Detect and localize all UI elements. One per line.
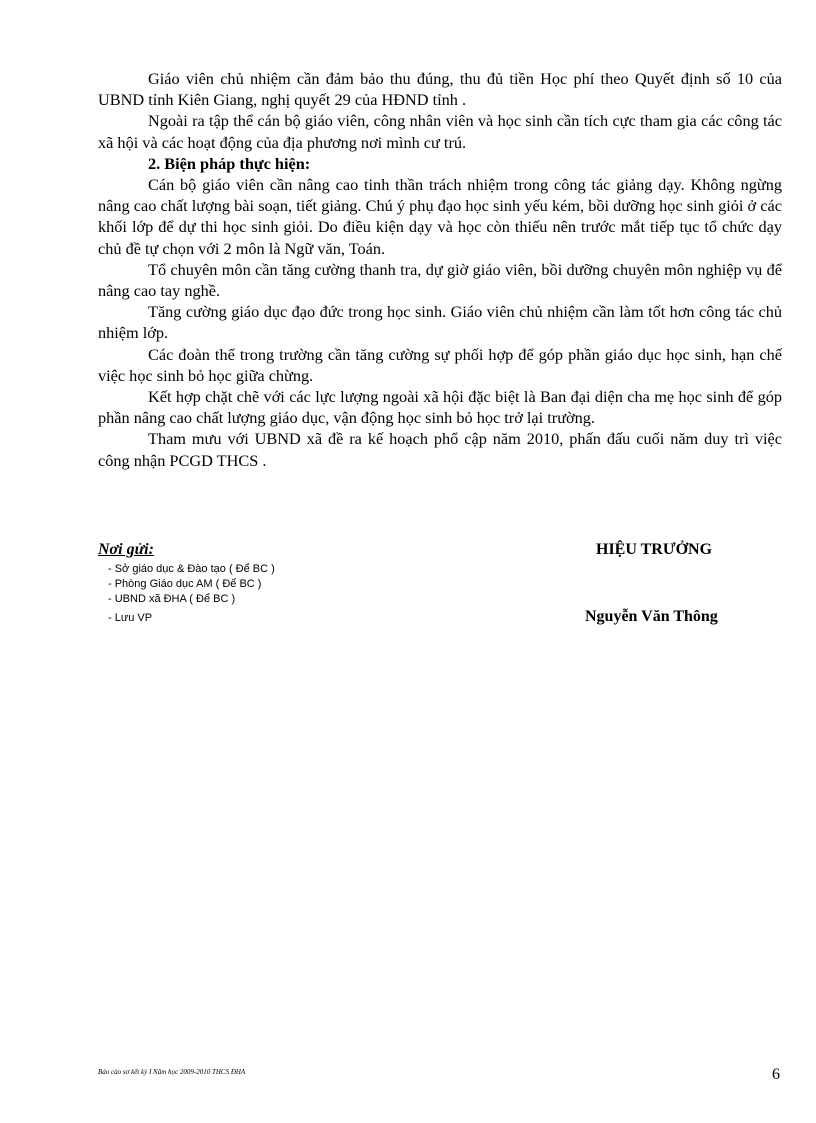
recipient-item: - Sở giáo dục & Đào tạo ( Để BC ) <box>108 563 275 575</box>
paragraph-teaching-quality: Cán bộ giáo viên cần nâng cao tinh thần trách nhiệm trong công tác giảng dạy. Không ngừng nâng cao chất lượng bài soạn, tiết giảng. Chú ý phụ đạo học sinh yếu kém, bồi dưỡng học sinh giỏi ở các khối lớp để dự thi học sinh giỏi. Do điều kiện dạy và học còn thiếu nên trước mắt tiếp tục tổ chức dạy chủ đề tự chọn với 2 môn là Ngữ văn, Toán. <box>98 175 782 258</box>
recipients-list <box>108 562 275 626</box>
report-body <box>98 68 782 471</box>
page-number: 6 <box>772 1066 780 1083</box>
paragraph-cooperation: Các đoàn thể trong trường cần tăng cường sự phối hợp để góp phần giáo dục học sinh, hạn chế việc học sinh bỏ học giữa chừng. <box>98 344 782 385</box>
paragraph-social-work: Ngoài ra tập thể cán bộ giáo viên, công nhân viên và học sinh cần tích cực tham gia các công tác xã hội và các hoạt động của địa phương nơi mình cư trú. <box>98 111 782 152</box>
recipient-item: - UBND xã ĐHA ( Để BC ) <box>108 593 236 605</box>
footer-note: Báo cáo sơ kết kỳ I Năm học 2009-2010 THCS ĐHA <box>98 1068 246 1076</box>
signature-name: Nguyễn Văn Thông <box>585 608 718 625</box>
paragraph-moral-education: Tăng cường giáo dục đạo đức trong học sinh. Giáo viên chủ nhiệm cần làm tốt hơn công tác chủ nhiệm lớp. <box>98 302 782 343</box>
signature-title: HIỆU TRƯỞNG <box>596 541 713 558</box>
paragraph-universalization: Tham mưu với UBND xã đề ra kế hoạch phổ cập năm 2010, phấn đấu cuối năm duy trì việc công nhận PCGD THCS . <box>98 429 782 470</box>
recipient-item: - Phòng Giáo dục AM ( Để BC ) <box>108 578 262 590</box>
paragraph-inspection: Tổ chuyên môn cần tăng cường thanh tra, dự giờ giáo viên, bồi dưỡng chuyên môn nghiệp vụ để nâng cao tay nghề. <box>98 259 782 301</box>
recipient-item: - Lưu VP <box>108 612 153 624</box>
paragraph-parents: Kết hợp chặt chẽ với các lực lượng ngoài xã hội đặc biệt là Ban đại diện cha mẹ học sinh để góp phần nâng cao chất lượng giáo dục, vận động học sinh bỏ học trở lại trường. <box>98 387 782 428</box>
section-heading-measures: 2. Biện pháp thực hiện: <box>148 153 311 173</box>
recipients-title: Nơi gửi: <box>98 541 154 558</box>
paragraph-tuition: Giáo viên chủ nhiệm cần đảm bảo thu đúng, thu đủ tiền Học phí theo Quyết định số 10 của UBND tỉnh Kiên Giang, nghị quyết 29 của HĐND tỉnh . <box>98 69 782 110</box>
